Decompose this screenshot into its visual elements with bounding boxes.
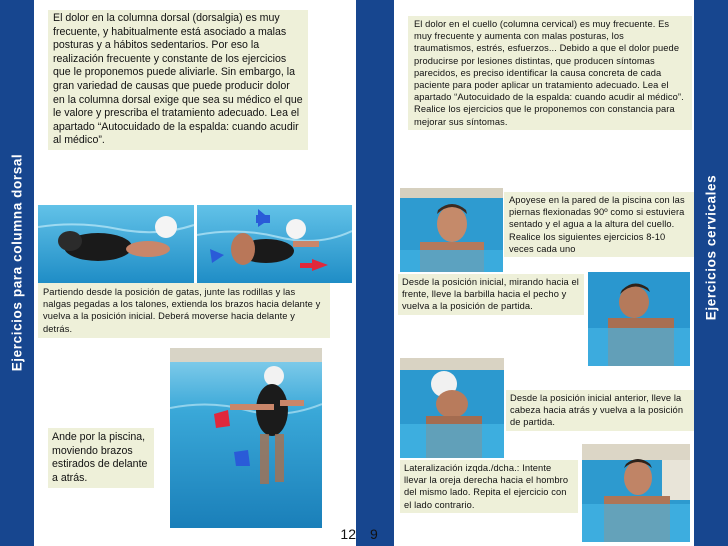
dorsal-intro-text: El dolor en la columna dorsal (dorsalgia) es muy frecuente, y habitualmente está asociado a malas posturas y a hábitos sedentarios. Por eso la realización frecuente y constante de los ejercicios que le proponemos puede aliviarle. Sin embargo, la gran variedad de causas que puede producir dolor en la columna dorsal exige que sea su médico el que le valore y prescriba el tratamiento adecuado. Lea el apartado “Autocuidado de la espalda: cuando acudir al médico”.: [48, 10, 308, 150]
photo-kneeling-stretch: [38, 205, 352, 283]
left-section-title: Ejercicios para columna dorsal: [9, 153, 25, 372]
cervical-exercise2-caption: Desde la posición inicial, mirando hacia el frente, lleve la barbilla hacia el pecho y vuelva a la posición de partida.: [398, 274, 584, 315]
center-gutter: [356, 0, 394, 546]
right-side-bar: [694, 0, 728, 546]
dorsal-exercise2-caption: Ande por la piscina, moviendo brazos estirados de delante a atrás.: [48, 428, 154, 488]
photo-head-back: [400, 358, 504, 458]
photo-lateral-tilt: [582, 444, 690, 542]
cervical-exercise1-caption: Apoyese en la pared de la piscina con las piernas flexionadas 90º como si estuviera sentado y el agua a la altura del cuello. Realice los siguientes ejercicios 8-10 veces cada uno: [504, 192, 694, 257]
photo-chin-to-chest: [588, 272, 690, 366]
cervical-exercise3-caption: Desde la posición inicial anterior, lleve la cabeza hacia atrás y vuelva a la posición de partida.: [506, 390, 694, 431]
right-page-number: 9: [370, 526, 378, 542]
cervical-intro-text: El dolor en el cuello (columna cervical) es muy frecuente. Es muy frecuente y aumenta con malas posturas, los traumatismos, estrés, esfuerzos... Debido a que el dolor puede producirse por lesiones distintas, que producen síntomas parecidos, es preciso identificar la causa concreta de cada paciente para poder aplicar un tratamiento adecuado. Lea el apartado “Autocuidado de la espalda: cuando acudir al médico”. Realice los ejercicios que le proponemos con constancia para mejorar sus síntomas.: [408, 16, 692, 130]
photo-neck-start: [400, 188, 503, 272]
left-page-number: 12: [340, 526, 356, 542]
left-side-bar: [0, 0, 34, 546]
right-page: [370, 0, 694, 546]
photo-pool-walk: [170, 348, 322, 528]
left-page: [34, 0, 356, 546]
right-section-title: Ejercicios cervicales: [703, 174, 719, 321]
dorsal-exercise1-caption: Partiendo desde la posición de gatas, junte las rodillas y las nalgas pegadas a los talones, extienda los brazos hacia delante y vuelva a la posición inicial. Deberá moverse hacia delante y detrás.: [38, 283, 330, 338]
cervical-exercise4-caption: Lateralización izqda./dcha.: Intente llevar la oreja derecha hacia el hombro del mismo lado. Repita el ejercicio con el lado contrario.: [400, 460, 578, 513]
